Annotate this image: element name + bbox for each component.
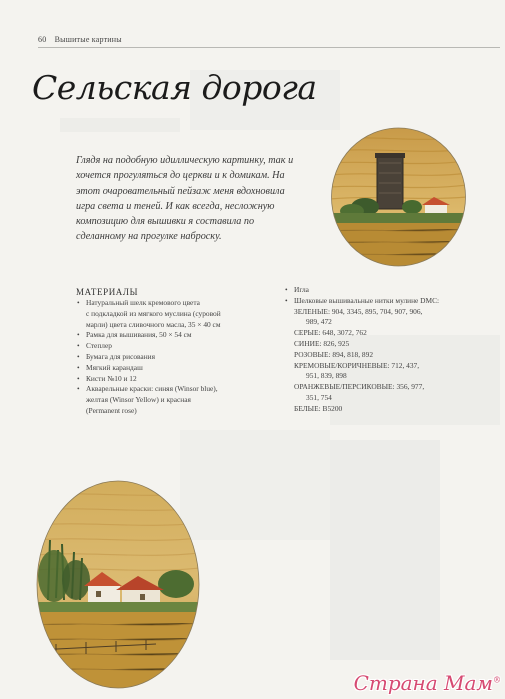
- farmhouse-embroidery-image: [36, 480, 200, 689]
- material-item: [76, 309, 276, 320]
- material-text: Шелковые вышивальные нитки мулине DMC:: [294, 295, 440, 305]
- material-text: ОРАНЖЕВЫЕ/ПЕРСИКОВЫЕ: 356, 977,: [294, 382, 425, 392]
- material-text: с подкладкой из мягкого муслина (суровой: [86, 308, 221, 318]
- material-text: Игла: [294, 285, 309, 294]
- intro-paragraph: Глядя на подобную идиллическую картинку, так и хочется прогуляться до церкви и к домикам. На этот очаровательный пейзаж меня вдохновила игра света и теней. И как всегда, несложную композицию для вышивки я составила по сделанному на прогулке наброску.: [76, 155, 294, 243]
- material-text: СЕРЫЕ: 648, 3072, 762: [294, 328, 367, 338]
- material-item: [284, 350, 489, 361]
- material-text: желтая (Winsor Yellow) и красная: [86, 395, 191, 405]
- bullet-icon: •: [77, 351, 80, 361]
- material-text: 951, 839, 898: [306, 371, 347, 381]
- running-header: [38, 35, 122, 44]
- registered-mark: ®: [493, 675, 501, 685]
- material-item: [284, 285, 489, 296]
- material-text: Бумага для рисования: [86, 351, 156, 361]
- material-item: [76, 298, 276, 309]
- material-text: РОЗОВЫЕ: 894, 818, 892: [294, 349, 374, 359]
- material-item: [284, 339, 489, 350]
- bullet-icon: •: [285, 295, 288, 305]
- material-item: [284, 317, 489, 328]
- bleed-through: [180, 430, 330, 540]
- material-item: [76, 406, 276, 417]
- bullet-icon: •: [77, 341, 80, 351]
- material-item: [76, 330, 276, 341]
- bullet-icon: •: [77, 362, 80, 372]
- page-title: Сельская дорога: [32, 68, 317, 107]
- church-embroidery-image: [330, 127, 467, 267]
- bullet-icon: •: [77, 330, 80, 340]
- watermark-text: Страна Мам: [353, 671, 493, 695]
- material-item: [76, 374, 276, 385]
- material-text: Степлер: [86, 341, 112, 351]
- material-text: Натуральный шелк кремового цвета: [86, 298, 200, 307]
- page-number: 60: [38, 35, 47, 44]
- material-item: [284, 382, 489, 393]
- material-item: [284, 328, 489, 339]
- bullet-icon: •: [77, 298, 80, 307]
- material-item: [76, 320, 276, 331]
- material-item: [76, 363, 276, 374]
- materials-heading: МАТЕРИАЛЫ: [76, 287, 139, 297]
- bullet-icon: •: [285, 285, 288, 294]
- material-text: Кисти №10 и 12: [86, 373, 137, 383]
- material-text: ЗЕЛЕНЫЕ: 904, 3345, 895, 704, 907, 906,: [294, 306, 423, 316]
- material-item: [76, 341, 276, 352]
- material-text: (Permanent rose): [86, 405, 137, 415]
- bullet-icon: •: [77, 373, 80, 383]
- material-item: [284, 404, 489, 415]
- section-title: Вышитые картины: [54, 35, 122, 44]
- material-item: [76, 384, 276, 395]
- material-item: [284, 296, 489, 307]
- material-item: [76, 395, 276, 406]
- material-text: Рамка для вышивания, 50 × 54 см: [86, 330, 192, 340]
- material-item: [284, 393, 489, 404]
- material-text: БЕЛЫЕ: В5200: [294, 403, 343, 413]
- material-text: 989, 472: [306, 317, 332, 327]
- material-text: Мягкий карандаш: [86, 362, 143, 372]
- materials-list-right: [284, 285, 489, 415]
- header-rule: [38, 47, 500, 48]
- material-text: 351, 754: [306, 392, 332, 402]
- material-item: [76, 352, 276, 363]
- site-watermark: [354, 671, 501, 695]
- material-text: КРЕМОВЫЕ/КОРИЧНЕВЫЕ: 712, 437,: [294, 360, 420, 370]
- material-item: [284, 361, 489, 372]
- bleed-through: [60, 118, 180, 132]
- material-item: [284, 371, 489, 382]
- material-item: [284, 307, 489, 318]
- bleed-through: [330, 440, 440, 660]
- bullet-icon: •: [77, 384, 80, 394]
- material-text: Акварельные краски: синяя (Winsor blue),: [86, 384, 218, 394]
- material-text: марли) цвета сливочного масла, 35 × 40 см: [86, 319, 221, 329]
- material-text: СИНИЕ: 826, 925: [294, 338, 350, 348]
- materials-list-left: [76, 298, 276, 417]
